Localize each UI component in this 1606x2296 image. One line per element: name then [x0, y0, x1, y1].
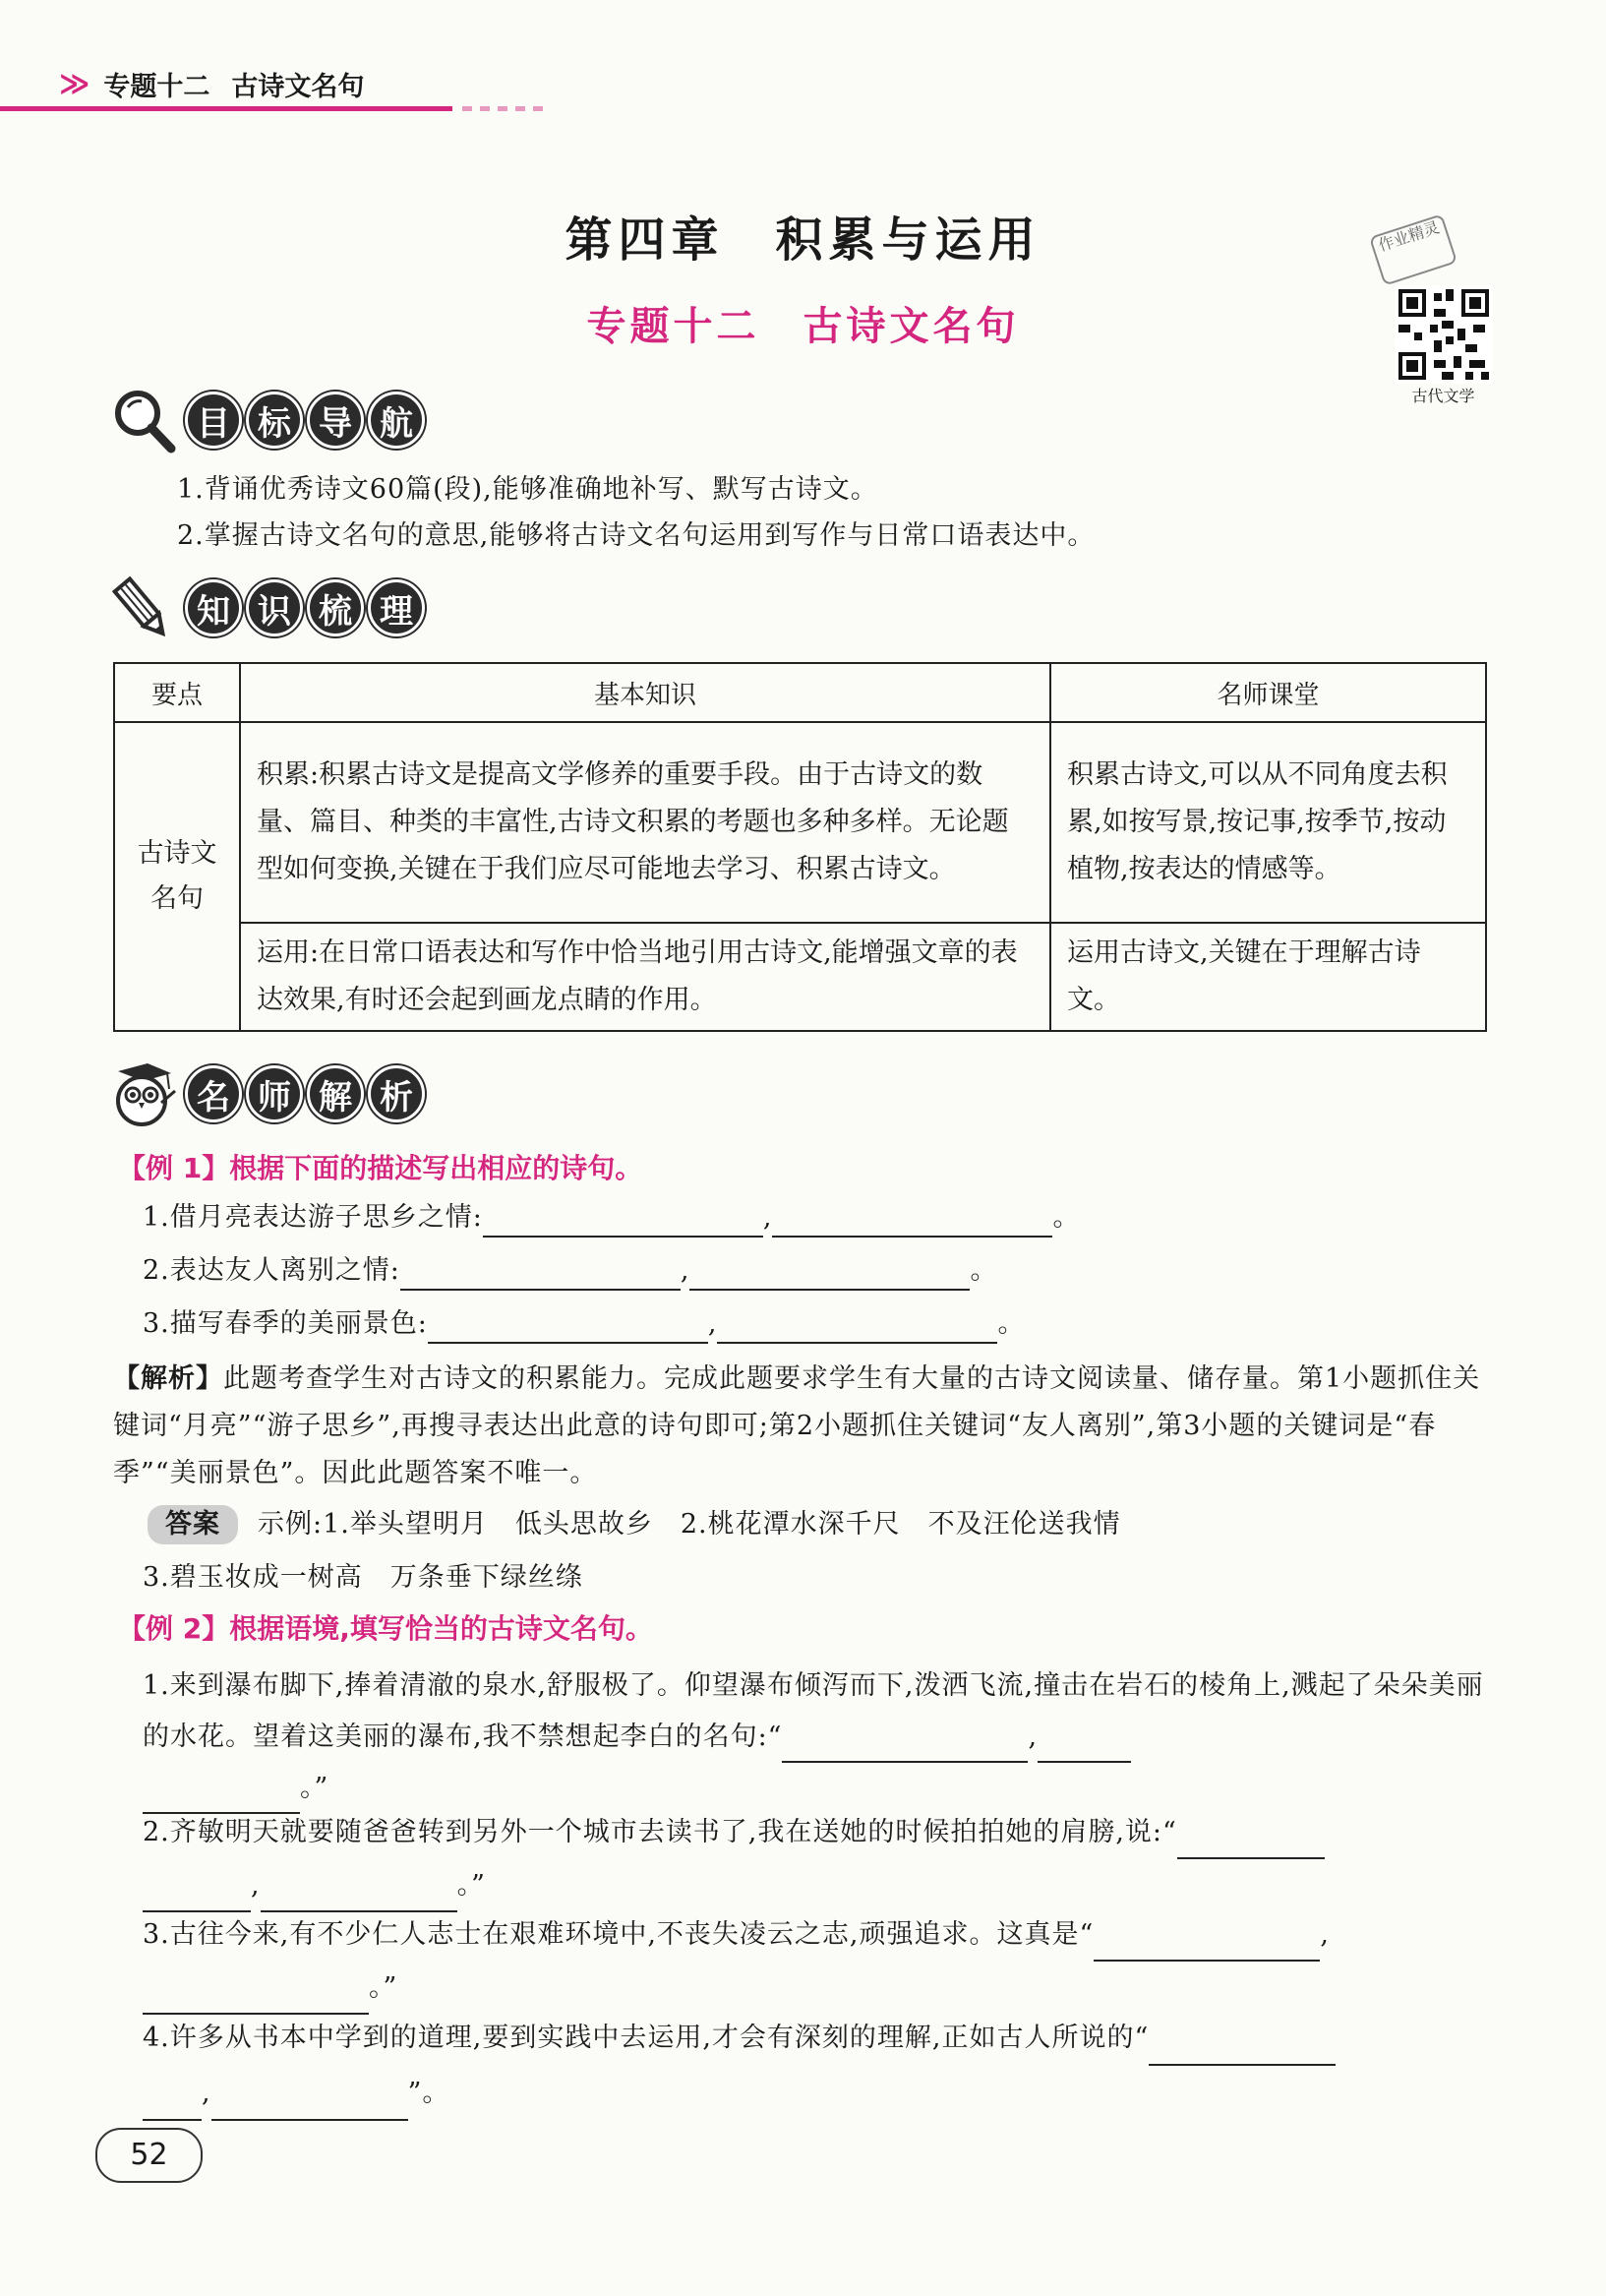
chapter-name: 积累与运用 — [775, 212, 1041, 268]
section-char: 导 — [307, 392, 364, 449]
section-goals — [108, 386, 429, 454]
answer-blank[interactable] — [689, 1259, 970, 1291]
answer-blank[interactable] — [1177, 1828, 1325, 1859]
section-char: 师 — [246, 1065, 303, 1122]
answer-blank[interactable] — [782, 1731, 1028, 1763]
example2-q1: 1.来到瀑布脚下,捧着清澈的泉水,舒服极了。仰望瀑布倾泻而下,泼洒飞流,撞击在岩石的棱角上,溅起了朵朵美丽的水花。望着这美丽的瀑布,我不禁想起李白的名句:“ , 。” — [143, 1661, 1495, 1814]
example1-item-1: 1.借月亮表达游子思乡之情: , 。 — [143, 1198, 1080, 1238]
magnifier-icon — [108, 386, 177, 454]
answer-tag: 答案 — [148, 1505, 238, 1544]
running-header — [59, 61, 364, 106]
topic-title — [0, 295, 1606, 351]
pencil-icon — [108, 574, 177, 642]
answer-blank[interactable] — [1094, 1930, 1320, 1962]
section-analysis — [108, 1059, 429, 1128]
knowledge-table — [113, 662, 1487, 1032]
header-topic: 专题十二 — [103, 71, 210, 102]
header-rule — [0, 106, 452, 111]
example2-q3: 3.古往今来,有不少仁人志士在艰难环境中,不丧失凌云之志,顽强追求。这真是“ , 。” — [143, 1908, 1495, 2015]
section-char: 航 — [368, 392, 425, 449]
section-char: 目 — [185, 392, 242, 449]
table-row — [114, 722, 1486, 923]
goal-item: 2.掌握古诗文名句的意思,能够将古诗文名句运用到写作与日常口语表达中。 — [177, 520, 1096, 551]
section-char: 识 — [246, 579, 303, 636]
example2-prompt: 根据语境,填写恰当的古诗文名句。 — [229, 1612, 653, 1645]
example2-q2: 2.齐敏明天就要随爸爸转到另外一个城市去读书了,我在送她的时候拍拍她的肩膀,说:“ , 。” — [143, 1806, 1495, 1912]
section-char: 理 — [368, 579, 425, 636]
section-char: 析 — [368, 1065, 425, 1122]
answer-blank[interactable] — [483, 1206, 763, 1238]
example1-prompt: 根据下面的描述写出相应的诗句。 — [229, 1152, 643, 1184]
table-header: 名师课堂 — [1050, 663, 1486, 722]
answer-blank[interactable] — [428, 1312, 708, 1344]
answer-blank[interactable] — [717, 1312, 997, 1344]
double-chevron-icon: ≫ — [59, 66, 85, 101]
answer-blank[interactable] — [211, 2089, 408, 2121]
table-cell: 积累古诗文,可以从不同角度去积累,如按写景,按记事,按季节,按动植物,按表达的情感等。 — [1050, 722, 1486, 923]
table-cell: 积累:积累古诗文是提高文学修养的重要手段。由于古诗文的数量、篇目、种类的丰富性,古诗文积累的考题也多种多样。无论题型如何变换,关键在于我们应尽可能地去学习、积累古诗文。 — [240, 722, 1050, 923]
table-header: 基本知识 — [240, 663, 1050, 722]
chapter-title — [0, 202, 1606, 270]
section-char: 名 — [185, 1065, 242, 1122]
header-dots — [462, 106, 543, 111]
section-char: 梳 — [307, 579, 364, 636]
answer-blank[interactable] — [1038, 1731, 1131, 1763]
topic-number: 专题十二 — [586, 304, 760, 349]
qr-label: 古代文学 — [1411, 387, 1475, 405]
owl-teacher-icon — [108, 1059, 177, 1128]
example1-heading — [118, 1147, 642, 1186]
table-key-cell — [114, 722, 240, 1031]
example2-tag: 【例 2】 — [118, 1612, 230, 1645]
header-title: 古诗文名句 — [231, 71, 365, 102]
section-char: 解 — [307, 1065, 364, 1122]
goal-item: 1.背诵优秀诗文60篇(段),能够准确地补写、默写古诗文。 — [177, 474, 878, 505]
example1-answer: 答案 示例:1.举头望明月 低头思故乡 2.桃花潭水深千尺 不及汪伦送我情 — [148, 1505, 1121, 1544]
example1-item-3: 3.描写春季的美丽景色: , 。 — [143, 1304, 1025, 1344]
table-header: 要点 — [114, 663, 240, 722]
section-knowledge — [108, 574, 429, 642]
answer-blank[interactable] — [772, 1206, 1052, 1238]
section-char: 标 — [246, 392, 303, 449]
chapter-number: 第四章 — [565, 212, 725, 268]
key-line: 古诗文 — [137, 838, 217, 869]
table-cell: 运用古诗文,关键在于理解古诗文。 — [1050, 923, 1486, 1031]
topic-name: 古诗文名句 — [803, 304, 1020, 349]
table-row — [114, 923, 1486, 1031]
answer-blank[interactable] — [400, 1259, 681, 1291]
example1-answer-2: 3.碧玉妆成一树高 万条垂下绿丝绦 — [143, 1562, 583, 1593]
answer-blank[interactable] — [143, 2089, 202, 2121]
example2-q4: 4.许多从书本中学到的道理,要到实践中去运用,才会有深刻的理解,正如古人所说的“ , ”。 — [143, 2011, 1495, 2121]
qr-badge: 作业精灵 — [1369, 213, 1457, 286]
section-char: 知 — [185, 579, 242, 636]
example1-item-2: 2.表达友人离别之情: , 。 — [143, 1251, 997, 1291]
key-line: 名句 — [150, 883, 204, 914]
example2-heading — [118, 1607, 653, 1647]
page-number: 52 — [95, 2128, 203, 2183]
analysis-tag: 【解析】 — [113, 1363, 223, 1394]
qr-code-icon[interactable] — [1395, 285, 1493, 384]
example1-tag: 【例 1】 — [118, 1152, 230, 1184]
answer-blank[interactable] — [1149, 2034, 1336, 2066]
example1-analysis: 【解析】此题考查学生对古诗文的积累能力。完成此题要求学生有大量的古诗文阅读量、储存量。第1小题抓住关键词“月亮”“游子思乡”,再搜寻表达出此意的诗句即可;第2小题抓住关键词“友人离别”,第3小题的关键词是“春季”“美丽景色”。因此此题答案不唯一。 — [113, 1363, 1481, 1488]
table-header-row — [114, 663, 1486, 722]
table-cell: 运用:在日常口语表达和写作中恰当地引用古诗文,能增强文章的表达效果,有时还会起到画龙点睛的作用。 — [240, 923, 1050, 1031]
